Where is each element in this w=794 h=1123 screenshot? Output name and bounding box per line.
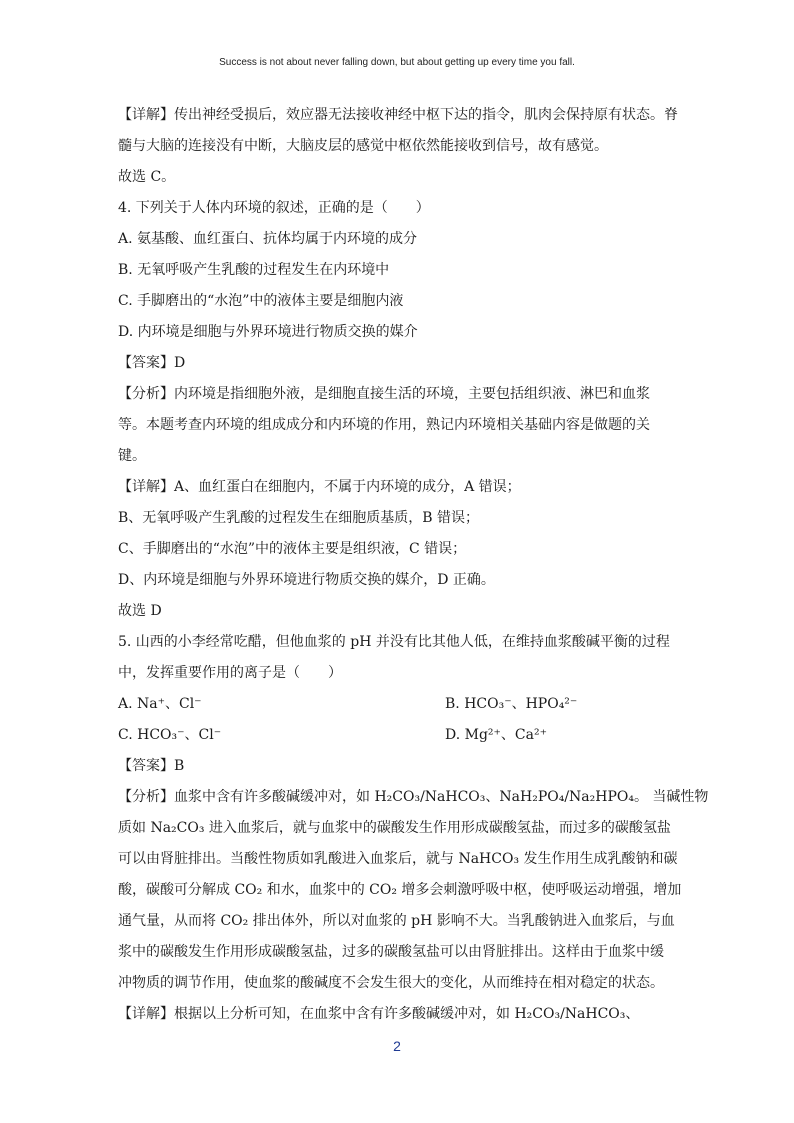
question-5-answer: 【答案】B	[118, 758, 185, 774]
question-5-stem: 5. 山西的小李经常吃醋，但他血浆的 pH 并没有比其他人低，在维持血浆酸碱平衡的过程	[118, 634, 670, 650]
question-5-option-b: B. HCO₃⁻、HPO₄²⁻	[445, 696, 578, 712]
text-line: B、无氧呼吸产生乳酸的过程发生在细胞质基质，B 错误；	[118, 510, 480, 526]
question-4-answer: 【答案】D	[118, 355, 186, 371]
text-line: 髓与大脑的连接没有中断，大脑皮层的感觉中枢依然能接收到信号，故有感觉。	[118, 138, 608, 154]
text-line: 酸，碳酸可分解成 CO₂ 和水，血浆中的 CO₂ 增多会刺激呼吸中枢，使呼吸运动增强，增加	[118, 882, 682, 898]
question-5-option-a: A. Na⁺、Cl⁻	[118, 696, 202, 712]
question-4-option-b: B. 无氧呼吸产生乳酸的过程发生在内环境中	[118, 262, 390, 278]
document-body	[118, 100, 709, 1030]
text-line: 浆中的碳酸发生作用形成碳酸氢盐，过多的碳酸氢盐可以由肾脏排出。这样由于血浆中缓	[118, 944, 664, 960]
text-line: 【分析】血浆中含有许多酸碱缓冲对，如 H₂CO₃/NaHCO₃、NaH₂PO₄/Na₂HPO₄。 当碱性物	[118, 789, 709, 805]
question-4-option-d: D. 内环境是细胞与外界环境进行物质交换的媒介	[118, 324, 418, 340]
text-line: 冲物质的调节作用，使血浆的酸碱度不会发生很大的变化，从而维持在相对稳定的状态。	[118, 975, 664, 991]
text-line: 故选 C。	[118, 169, 176, 185]
text-line: 等。本题考查内环境的组成成分和内环境的作用，熟记内环境相关基础内容是做题的关	[118, 417, 650, 433]
text-line: 质如 Na₂CO₃ 进入血浆后，就与血浆中的碳酸发生作用形成碳酸氢盐，而过多的碳酸氢盐	[118, 820, 671, 836]
question-4-option-c: C. 手脚磨出的“水泡”中的液体主要是细胞内液	[118, 293, 404, 309]
page-header-motto: Success is not about never falling down, but about getting up every time you fall.	[219, 57, 575, 68]
question-4-option-a: A. 氨基酸、血红蛋白、抗体均属于内环境的成分	[118, 231, 418, 247]
text-line: 【详解】根据以上分析可知，在血浆中含有许多酸碱缓冲对，如 H₂CO₃/NaHCO₃、	[118, 1006, 640, 1022]
question-5-option-d: D. Mg²⁺、Ca²⁺	[445, 727, 547, 743]
text-line: 【分析】内环境是指细胞外液，是细胞直接生活的环境，主要包括组织液、淋巴和血浆	[118, 386, 650, 402]
question-5-options-row-1	[118, 689, 678, 720]
question-5-stem-cont: 中，发挥重要作用的离子是（ ）	[118, 665, 342, 681]
question-4-stem: 4. 下列关于人体内环境的叙述，正确的是（ ）	[118, 200, 430, 216]
text-line: 通气量，从而将 CO₂ 排出体外，所以对血浆的 pH 影响不大。当乳酸钠进入血浆后，与血	[118, 913, 675, 929]
text-line: 【详解】A、血红蛋白在细胞内，不属于内环境的成分，A 错误；	[118, 479, 521, 495]
text-line: D、内环境是细胞与外界环境进行物质交换的媒介，D 正确。	[118, 572, 495, 588]
text-line: 故选 D	[118, 603, 162, 619]
page-number: 2	[393, 1038, 401, 1054]
text-line: 可以由肾脏排出。当酸性物质如乳酸进入血浆后，就与 NaHCO₃ 发生作用生成乳酸钠和碳	[118, 851, 678, 867]
text-line: 【详解】传出神经受损后，效应器无法接收神经中枢下达的指令，肌肉会保持原有状态。脊	[118, 107, 678, 123]
question-5-options-row-2	[118, 720, 678, 751]
text-line: 键。	[118, 448, 146, 464]
text-line: C、手脚磨出的“水泡”中的液体主要是组织液，C 错误；	[118, 541, 467, 557]
question-5-option-c: C. HCO₃⁻、Cl⁻	[118, 727, 222, 743]
